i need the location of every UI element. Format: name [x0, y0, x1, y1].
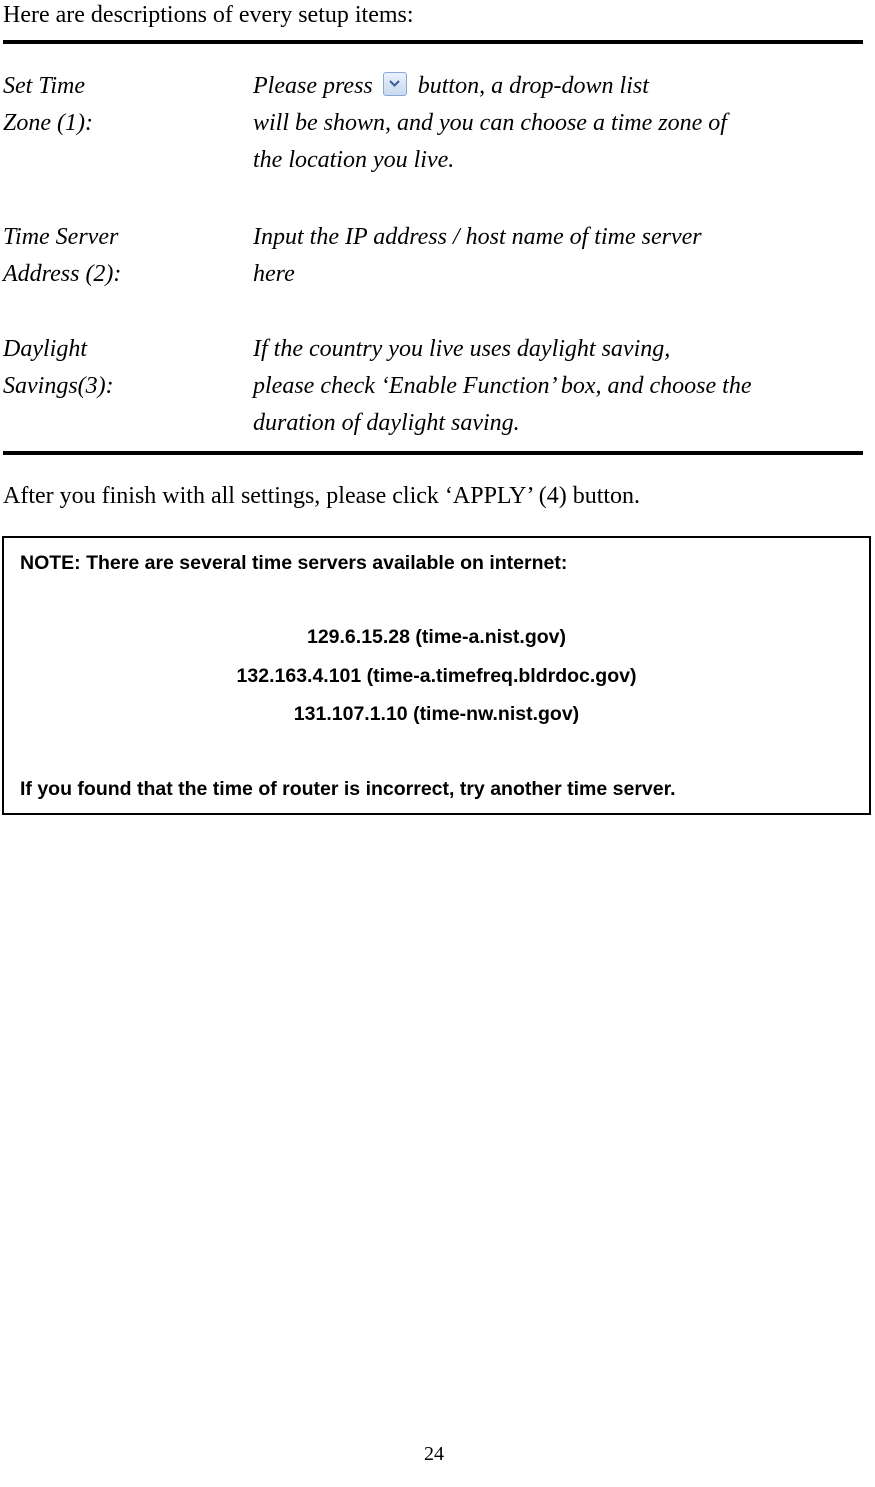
intro-text: Here are descriptions of every setup items:	[3, 2, 414, 28]
item-label: Set Time Zone (1):	[3, 73, 93, 136]
item-description: Please press button, a drop-down list will be shown, and you can choose a time zone of the location you live.	[253, 73, 727, 173]
item-label: Time Server Address (2):	[3, 224, 122, 287]
item-label: Daylight Savings(3):	[3, 336, 114, 399]
item-description: If the country you live uses daylight saving, please check ‘Enable Function’ box, and choose the duration of daylight saving.	[253, 336, 752, 436]
note-title: NOTE: There are several time servers available on internet:	[20, 552, 568, 574]
page-number: 24	[424, 1443, 444, 1465]
note-box	[2, 536, 871, 815]
time-server-entry: 131.107.1.10 (time-nw.nist.gov)	[293, 703, 580, 725]
apply-instruction: After you finish with all settings, please click ‘APPLY’ (4) button.	[3, 483, 641, 509]
note-footer: If you found that the time of router is incorrect, try another time server.	[20, 778, 676, 800]
time-server-entry: 129.6.15.28 (time-a.nist.gov)	[306, 626, 567, 648]
bottom-divider	[3, 451, 863, 455]
dropdown-arrow-icon	[383, 72, 407, 96]
item-description: Input the IP address / host name of time server here	[253, 224, 702, 287]
time-server-entry: 132.163.4.101 (time-a.timefreq.bldrdoc.gov)	[236, 665, 637, 687]
top-divider	[3, 40, 863, 44]
